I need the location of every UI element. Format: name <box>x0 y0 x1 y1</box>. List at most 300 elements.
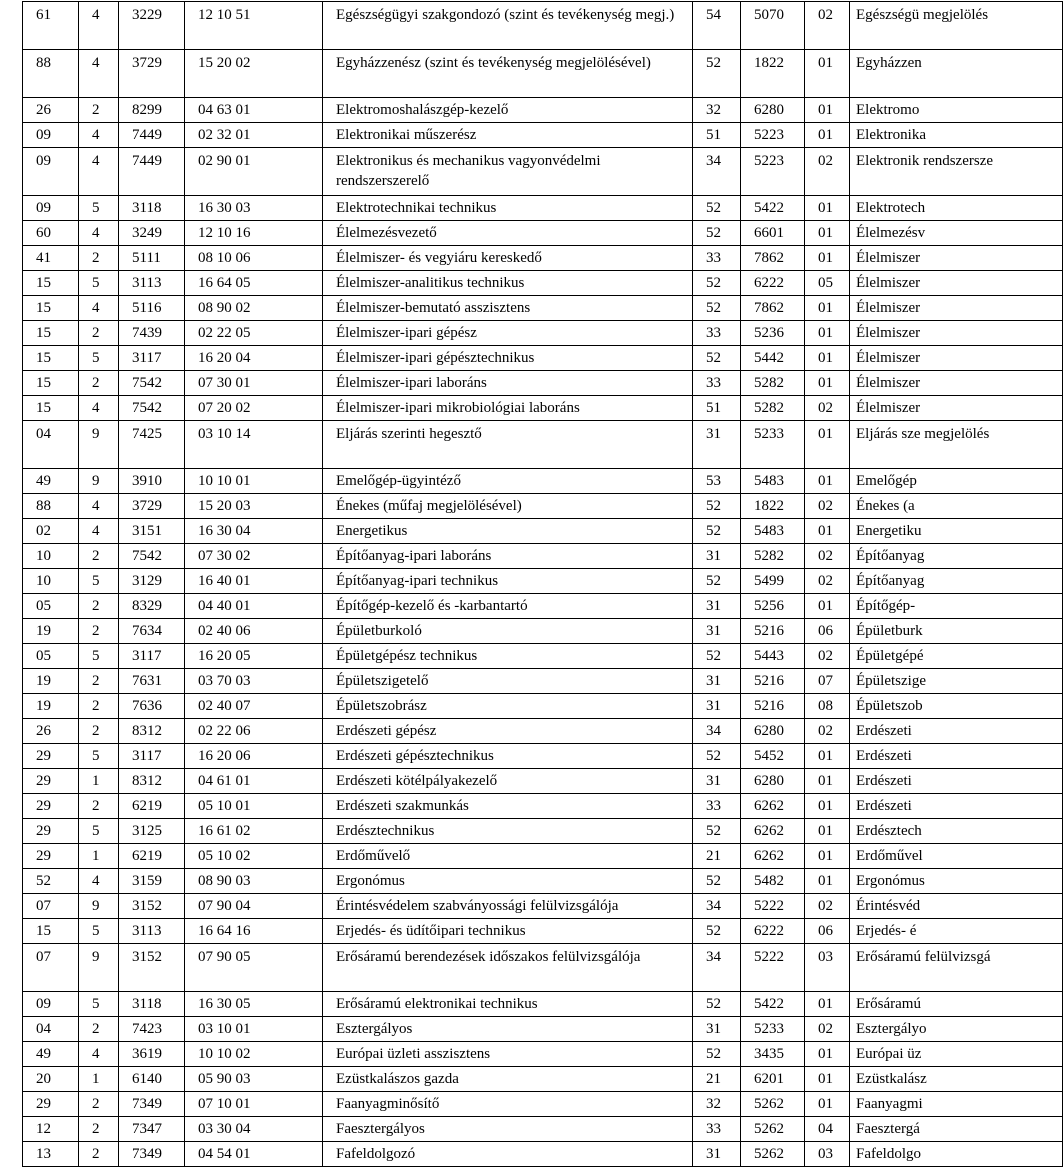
sub-code-cell: 01 <box>805 371 850 396</box>
new-name-cell: Európai üz <box>850 1042 1063 1067</box>
okj-code-cell: 16 30 05 <box>185 992 323 1017</box>
feor-cell: 7349 <box>119 1092 185 1117</box>
feor-cell: 8329 <box>119 594 185 619</box>
level-cell: 4 <box>79 221 119 246</box>
okj-code-cell: 16 20 05 <box>185 644 323 669</box>
table-row <box>23 744 1063 769</box>
okj-code-cell: 15 20 02 <box>185 50 323 98</box>
feor-cell: 3117 <box>119 346 185 371</box>
new-level-cell: 31 <box>693 669 741 694</box>
feor-cell: 7542 <box>119 396 185 421</box>
level-cell: 2 <box>79 694 119 719</box>
new-level-cell: 52 <box>693 744 741 769</box>
occupation-name-cell: Ezüstkalászos gazda <box>323 1067 693 1092</box>
feor-cell: 6140 <box>119 1067 185 1092</box>
new-level-cell: 33 <box>693 794 741 819</box>
level-cell: 5 <box>79 271 119 296</box>
occupation-name-cell: Érintésvédelem szabványossági felülvizsgálója <box>323 894 693 919</box>
new-level-cell: 31 <box>693 1017 741 1042</box>
level-cell: 2 <box>79 98 119 123</box>
new-feor-cell: 6280 <box>741 769 805 794</box>
okj-code-cell: 08 10 06 <box>185 246 323 271</box>
feor-cell: 7634 <box>119 619 185 644</box>
sub-code-cell: 06 <box>805 619 850 644</box>
level-cell: 5 <box>79 196 119 221</box>
feor-cell: 3113 <box>119 271 185 296</box>
okj-code-cell: 10 10 01 <box>185 469 323 494</box>
level-cell: 4 <box>79 2 119 50</box>
code-cell: 88 <box>23 50 79 98</box>
occupation-name-cell: Erősáramú berendezések időszakos felülvizsgálója <box>323 944 693 992</box>
new-level-cell: 52 <box>693 869 741 894</box>
feor-cell: 7542 <box>119 371 185 396</box>
new-feor-cell: 5422 <box>741 992 805 1017</box>
new-feor-cell: 6201 <box>741 1067 805 1092</box>
feor-cell: 3729 <box>119 50 185 98</box>
table-row <box>23 396 1063 421</box>
sub-code-cell: 01 <box>805 819 850 844</box>
level-cell: 2 <box>79 594 119 619</box>
okj-code-cell: 16 20 06 <box>185 744 323 769</box>
new-name-cell: Élelmiszer <box>850 321 1063 346</box>
new-level-cell: 52 <box>693 196 741 221</box>
occupation-name-cell: Európai üzleti asszisztens <box>323 1042 693 1067</box>
sub-code-cell: 01 <box>805 869 850 894</box>
new-name-cell: Élelmiszer <box>850 346 1063 371</box>
code-cell: 19 <box>23 619 79 644</box>
sub-code-cell: 02 <box>805 1017 850 1042</box>
table-row <box>23 669 1063 694</box>
feor-cell: 7449 <box>119 123 185 148</box>
code-cell: 15 <box>23 346 79 371</box>
level-cell: 4 <box>79 123 119 148</box>
new-feor-cell: 5233 <box>741 1017 805 1042</box>
okj-code-cell: 07 30 01 <box>185 371 323 396</box>
table-row <box>23 1067 1063 1092</box>
new-name-cell: Erdészeti <box>850 794 1063 819</box>
level-cell: 5 <box>79 992 119 1017</box>
new-level-cell: 52 <box>693 519 741 544</box>
table-row <box>23 2 1063 50</box>
new-feor-cell: 5216 <box>741 694 805 719</box>
sub-code-cell: 01 <box>805 1067 850 1092</box>
level-cell: 2 <box>79 371 119 396</box>
table-row <box>23 819 1063 844</box>
code-cell: 29 <box>23 794 79 819</box>
new-feor-cell: 5070 <box>741 2 805 50</box>
level-cell: 2 <box>79 1142 119 1167</box>
code-cell: 60 <box>23 221 79 246</box>
new-name-cell: Energetiku <box>850 519 1063 544</box>
new-level-cell: 52 <box>693 644 741 669</box>
occupation-name-cell: Élelmiszer-analitikus technikus <box>323 271 693 296</box>
new-feor-cell: 5233 <box>741 421 805 469</box>
sub-code-cell: 07 <box>805 669 850 694</box>
level-cell: 2 <box>79 1017 119 1042</box>
level-cell: 2 <box>79 719 119 744</box>
occupation-name-cell: Elektromoshalászgép-kezelő <box>323 98 693 123</box>
occupation-name-cell: Egyházzenész (szint és tevékenység megjelölésével) <box>323 50 693 98</box>
sub-code-cell: 04 <box>805 1117 850 1142</box>
code-cell: 29 <box>23 819 79 844</box>
new-name-cell: Egészségü megjelölés <box>850 2 1063 50</box>
okj-code-cell: 05 10 02 <box>185 844 323 869</box>
table-row <box>23 98 1063 123</box>
new-name-cell: Élelmezésv <box>850 221 1063 246</box>
sub-code-cell: 03 <box>805 944 850 992</box>
new-name-cell: Élelmiszer <box>850 396 1063 421</box>
code-cell: 29 <box>23 744 79 769</box>
sub-code-cell: 01 <box>805 519 850 544</box>
level-cell: 2 <box>79 669 119 694</box>
feor-cell: 3619 <box>119 1042 185 1067</box>
table-row <box>23 919 1063 944</box>
new-name-cell: Eljárás sze megjelölés <box>850 421 1063 469</box>
feor-cell: 7347 <box>119 1117 185 1142</box>
sub-code-cell: 03 <box>805 1142 850 1167</box>
sub-code-cell: 02 <box>805 2 850 50</box>
occupation-name-cell: Élelmezésvezető <box>323 221 693 246</box>
occupation-name-cell: Emelőgép-ügyintéző <box>323 469 693 494</box>
okj-code-cell: 16 30 04 <box>185 519 323 544</box>
okj-code-cell: 04 40 01 <box>185 594 323 619</box>
okj-code-cell: 05 10 01 <box>185 794 323 819</box>
new-feor-cell: 6222 <box>741 271 805 296</box>
level-cell: 4 <box>79 148 119 196</box>
okj-code-cell: 02 40 07 <box>185 694 323 719</box>
new-name-cell: Egyházzen <box>850 50 1063 98</box>
feor-cell: 3910 <box>119 469 185 494</box>
code-cell: 26 <box>23 719 79 744</box>
occupation-name-cell: Énekes (műfaj megjelölésével) <box>323 494 693 519</box>
occupation-name-cell: Elektronikai műszerész <box>323 123 693 148</box>
new-feor-cell: 1822 <box>741 494 805 519</box>
occupation-name-cell: Eljárás szerinti hegesztő <box>323 421 693 469</box>
new-feor-cell: 6222 <box>741 919 805 944</box>
new-level-cell: 33 <box>693 246 741 271</box>
table-row <box>23 246 1063 271</box>
new-feor-cell: 5256 <box>741 594 805 619</box>
new-level-cell: 52 <box>693 1042 741 1067</box>
code-cell: 15 <box>23 321 79 346</box>
table-row <box>23 992 1063 1017</box>
table-body <box>23 2 1063 1167</box>
table-row <box>23 271 1063 296</box>
new-level-cell: 33 <box>693 321 741 346</box>
code-cell: 29 <box>23 844 79 869</box>
okj-code-cell: 03 10 01 <box>185 1017 323 1042</box>
new-name-cell: Élelmiszer <box>850 246 1063 271</box>
feor-cell: 3117 <box>119 644 185 669</box>
sub-code-cell: 01 <box>805 594 850 619</box>
sub-code-cell: 02 <box>805 719 850 744</box>
table-row <box>23 844 1063 869</box>
sub-code-cell: 02 <box>805 894 850 919</box>
new-name-cell: Emelőgép <box>850 469 1063 494</box>
new-name-cell: Erdészeti <box>850 719 1063 744</box>
feor-cell: 8312 <box>119 769 185 794</box>
okj-code-cell: 15 20 03 <box>185 494 323 519</box>
table-row <box>23 894 1063 919</box>
new-feor-cell: 6262 <box>741 844 805 869</box>
sub-code-cell: 02 <box>805 644 850 669</box>
code-cell: 29 <box>23 769 79 794</box>
occupation-name-cell: Faanyagminősítő <box>323 1092 693 1117</box>
level-cell: 2 <box>79 794 119 819</box>
okj-code-cell: 07 90 05 <box>185 944 323 992</box>
feor-cell: 7423 <box>119 1017 185 1042</box>
new-feor-cell: 5216 <box>741 669 805 694</box>
occupation-name-cell: Erősáramú elektronikai technikus <box>323 992 693 1017</box>
feor-cell: 3159 <box>119 869 185 894</box>
new-name-cell: Érintésvéd <box>850 894 1063 919</box>
code-cell: 26 <box>23 98 79 123</box>
level-cell: 5 <box>79 744 119 769</box>
new-feor-cell: 5442 <box>741 346 805 371</box>
new-name-cell: Erdésztech <box>850 819 1063 844</box>
new-level-cell: 51 <box>693 123 741 148</box>
code-cell: 05 <box>23 644 79 669</box>
feor-cell: 7425 <box>119 421 185 469</box>
new-name-cell: Épületszob <box>850 694 1063 719</box>
feor-cell: 5111 <box>119 246 185 271</box>
table-row <box>23 1117 1063 1142</box>
table-row <box>23 469 1063 494</box>
new-feor-cell: 5452 <box>741 744 805 769</box>
code-cell: 19 <box>23 694 79 719</box>
sub-code-cell: 01 <box>805 196 850 221</box>
level-cell: 4 <box>79 396 119 421</box>
new-name-cell: Erdészeti <box>850 744 1063 769</box>
feor-cell: 3152 <box>119 944 185 992</box>
level-cell: 2 <box>79 246 119 271</box>
level-cell: 5 <box>79 644 119 669</box>
occupation-name-cell: Élelmiszer-bemutató asszisztens <box>323 296 693 321</box>
new-name-cell: Erdészeti <box>850 769 1063 794</box>
new-feor-cell: 5223 <box>741 148 805 196</box>
new-level-cell: 52 <box>693 494 741 519</box>
okj-code-cell: 12 10 16 <box>185 221 323 246</box>
table-row <box>23 569 1063 594</box>
feor-cell: 7449 <box>119 148 185 196</box>
occupation-name-cell: Elektrotechnikai technikus <box>323 196 693 221</box>
level-cell: 4 <box>79 869 119 894</box>
new-name-cell: Esztergályo <box>850 1017 1063 1042</box>
okj-code-cell: 16 20 04 <box>185 346 323 371</box>
new-feor-cell: 5222 <box>741 944 805 992</box>
code-cell: 19 <box>23 669 79 694</box>
level-cell: 1 <box>79 769 119 794</box>
new-feor-cell: 5483 <box>741 469 805 494</box>
sub-code-cell: 01 <box>805 421 850 469</box>
level-cell: 5 <box>79 919 119 944</box>
okj-code-cell: 04 63 01 <box>185 98 323 123</box>
new-level-cell: 53 <box>693 469 741 494</box>
okj-code-cell: 05 90 03 <box>185 1067 323 1092</box>
okj-code-cell: 02 90 01 <box>185 148 323 196</box>
new-name-cell: Erdőművel <box>850 844 1063 869</box>
table-row <box>23 519 1063 544</box>
table-row <box>23 594 1063 619</box>
feor-cell: 7349 <box>119 1142 185 1167</box>
occupation-name-cell: Élelmiszer-ipari gépésztechnikus <box>323 346 693 371</box>
occupation-name-cell: Fafeldolgozó <box>323 1142 693 1167</box>
feor-cell: 3151 <box>119 519 185 544</box>
okj-code-cell: 16 64 05 <box>185 271 323 296</box>
occupation-name-cell: Építőanyag-ipari technikus <box>323 569 693 594</box>
sub-code-cell: 02 <box>805 544 850 569</box>
code-cell: 29 <box>23 1092 79 1117</box>
sub-code-cell: 01 <box>805 50 850 98</box>
feor-cell: 7636 <box>119 694 185 719</box>
feor-cell: 5116 <box>119 296 185 321</box>
new-name-cell: Erősáramú felülvizsgá <box>850 944 1063 992</box>
new-feor-cell: 5262 <box>741 1142 805 1167</box>
new-feor-cell: 5222 <box>741 894 805 919</box>
occupation-name-cell: Elektronikus és mechanikus vagyonvédelmi rendszerszerelő <box>323 148 693 196</box>
occupation-name-cell: Erdészeti gépésztechnikus <box>323 744 693 769</box>
new-feor-cell: 1822 <box>741 50 805 98</box>
okj-code-cell: 04 54 01 <box>185 1142 323 1167</box>
new-name-cell: Építőanyag <box>850 544 1063 569</box>
table-row <box>23 644 1063 669</box>
new-name-cell: Élelmiszer <box>850 271 1063 296</box>
occupation-name-cell: Erdészeti gépész <box>323 719 693 744</box>
okj-code-cell: 07 10 01 <box>185 1092 323 1117</box>
feor-cell: 7439 <box>119 321 185 346</box>
occupation-name-cell: Energetikus <box>323 519 693 544</box>
new-level-cell: 34 <box>693 944 741 992</box>
feor-cell: 3129 <box>119 569 185 594</box>
new-level-cell: 52 <box>693 569 741 594</box>
table-row <box>23 148 1063 196</box>
sub-code-cell: 06 <box>805 919 850 944</box>
sub-code-cell: 01 <box>805 98 850 123</box>
new-level-cell: 31 <box>693 421 741 469</box>
sub-code-cell: 01 <box>805 1042 850 1067</box>
occupation-name-cell: Ergonómus <box>323 869 693 894</box>
occupation-name-cell: Élelmiszer-ipari laboráns <box>323 371 693 396</box>
new-level-cell: 51 <box>693 396 741 421</box>
occupation-name-cell: Erdészeti szakmunkás <box>323 794 693 819</box>
new-feor-cell: 6601 <box>741 221 805 246</box>
okj-code-cell: 03 30 04 <box>185 1117 323 1142</box>
new-level-cell: 31 <box>693 544 741 569</box>
sub-code-cell: 01 <box>805 246 850 271</box>
new-level-cell: 31 <box>693 619 741 644</box>
okj-code-cell: 16 61 02 <box>185 819 323 844</box>
new-level-cell: 52 <box>693 221 741 246</box>
table-row <box>23 296 1063 321</box>
new-level-cell: 31 <box>693 1142 741 1167</box>
new-level-cell: 34 <box>693 894 741 919</box>
okj-code-cell: 16 30 03 <box>185 196 323 221</box>
occupation-name-cell: Építőanyag-ipari laboráns <box>323 544 693 569</box>
okj-code-cell: 02 40 06 <box>185 619 323 644</box>
sub-code-cell: 02 <box>805 148 850 196</box>
table-row <box>23 544 1063 569</box>
okj-code-cell: 07 90 04 <box>185 894 323 919</box>
code-cell: 09 <box>23 123 79 148</box>
table-row <box>23 123 1063 148</box>
table-row <box>23 694 1063 719</box>
feor-cell: 3117 <box>119 744 185 769</box>
code-cell: 15 <box>23 396 79 421</box>
sub-code-cell: 01 <box>805 794 850 819</box>
feor-cell: 3113 <box>119 919 185 944</box>
new-name-cell: Ergonómus <box>850 869 1063 894</box>
code-cell: 49 <box>23 469 79 494</box>
sub-code-cell: 01 <box>805 744 850 769</box>
occupation-name-cell: Élelmiszer- és vegyiáru kereskedő <box>323 246 693 271</box>
feor-cell: 7542 <box>119 544 185 569</box>
new-level-cell: 52 <box>693 992 741 1017</box>
level-cell: 9 <box>79 469 119 494</box>
feor-cell: 3249 <box>119 221 185 246</box>
level-cell: 4 <box>79 1042 119 1067</box>
table-row <box>23 769 1063 794</box>
new-level-cell: 52 <box>693 346 741 371</box>
table-row <box>23 371 1063 396</box>
new-level-cell: 21 <box>693 1067 741 1092</box>
new-feor-cell: 5482 <box>741 869 805 894</box>
new-level-cell: 52 <box>693 50 741 98</box>
new-level-cell: 52 <box>693 271 741 296</box>
okj-code-cell: 08 90 03 <box>185 869 323 894</box>
new-feor-cell: 5236 <box>741 321 805 346</box>
code-cell: 13 <box>23 1142 79 1167</box>
okj-code-cell: 02 22 05 <box>185 321 323 346</box>
sub-code-cell: 01 <box>805 992 850 1017</box>
okj-code-cell: 16 64 16 <box>185 919 323 944</box>
new-feor-cell: 5282 <box>741 544 805 569</box>
sub-code-cell: 01 <box>805 769 850 794</box>
code-cell: 12 <box>23 1117 79 1142</box>
okj-code-cell: 08 90 02 <box>185 296 323 321</box>
level-cell: 4 <box>79 296 119 321</box>
new-name-cell: Elektromo <box>850 98 1063 123</box>
feor-cell: 6219 <box>119 794 185 819</box>
new-level-cell: 54 <box>693 2 741 50</box>
new-feor-cell: 6280 <box>741 98 805 123</box>
new-level-cell: 32 <box>693 1092 741 1117</box>
new-level-cell: 52 <box>693 819 741 844</box>
code-cell: 10 <box>23 569 79 594</box>
new-feor-cell: 5262 <box>741 1117 805 1142</box>
new-level-cell: 33 <box>693 1117 741 1142</box>
code-cell: 61 <box>23 2 79 50</box>
sub-code-cell: 02 <box>805 569 850 594</box>
occupation-name-cell: Épületburkoló <box>323 619 693 644</box>
occupation-name-cell: Építőgép-kezelő és -karbantartó <box>323 594 693 619</box>
code-cell: 41 <box>23 246 79 271</box>
table-row <box>23 196 1063 221</box>
new-name-cell: Erősáramú <box>850 992 1063 1017</box>
code-cell: 15 <box>23 271 79 296</box>
occupation-name-cell: Épületszobrász <box>323 694 693 719</box>
table-row <box>23 719 1063 744</box>
new-level-cell: 31 <box>693 769 741 794</box>
feor-cell: 6219 <box>119 844 185 869</box>
new-feor-cell: 5282 <box>741 396 805 421</box>
occupation-name-cell: Erjedés- és üdítőipari technikus <box>323 919 693 944</box>
level-cell: 5 <box>79 569 119 594</box>
new-name-cell: Elektronik rendszersze <box>850 148 1063 196</box>
feor-cell: 3152 <box>119 894 185 919</box>
code-cell: 10 <box>23 544 79 569</box>
code-cell: 15 <box>23 371 79 396</box>
table-row <box>23 619 1063 644</box>
